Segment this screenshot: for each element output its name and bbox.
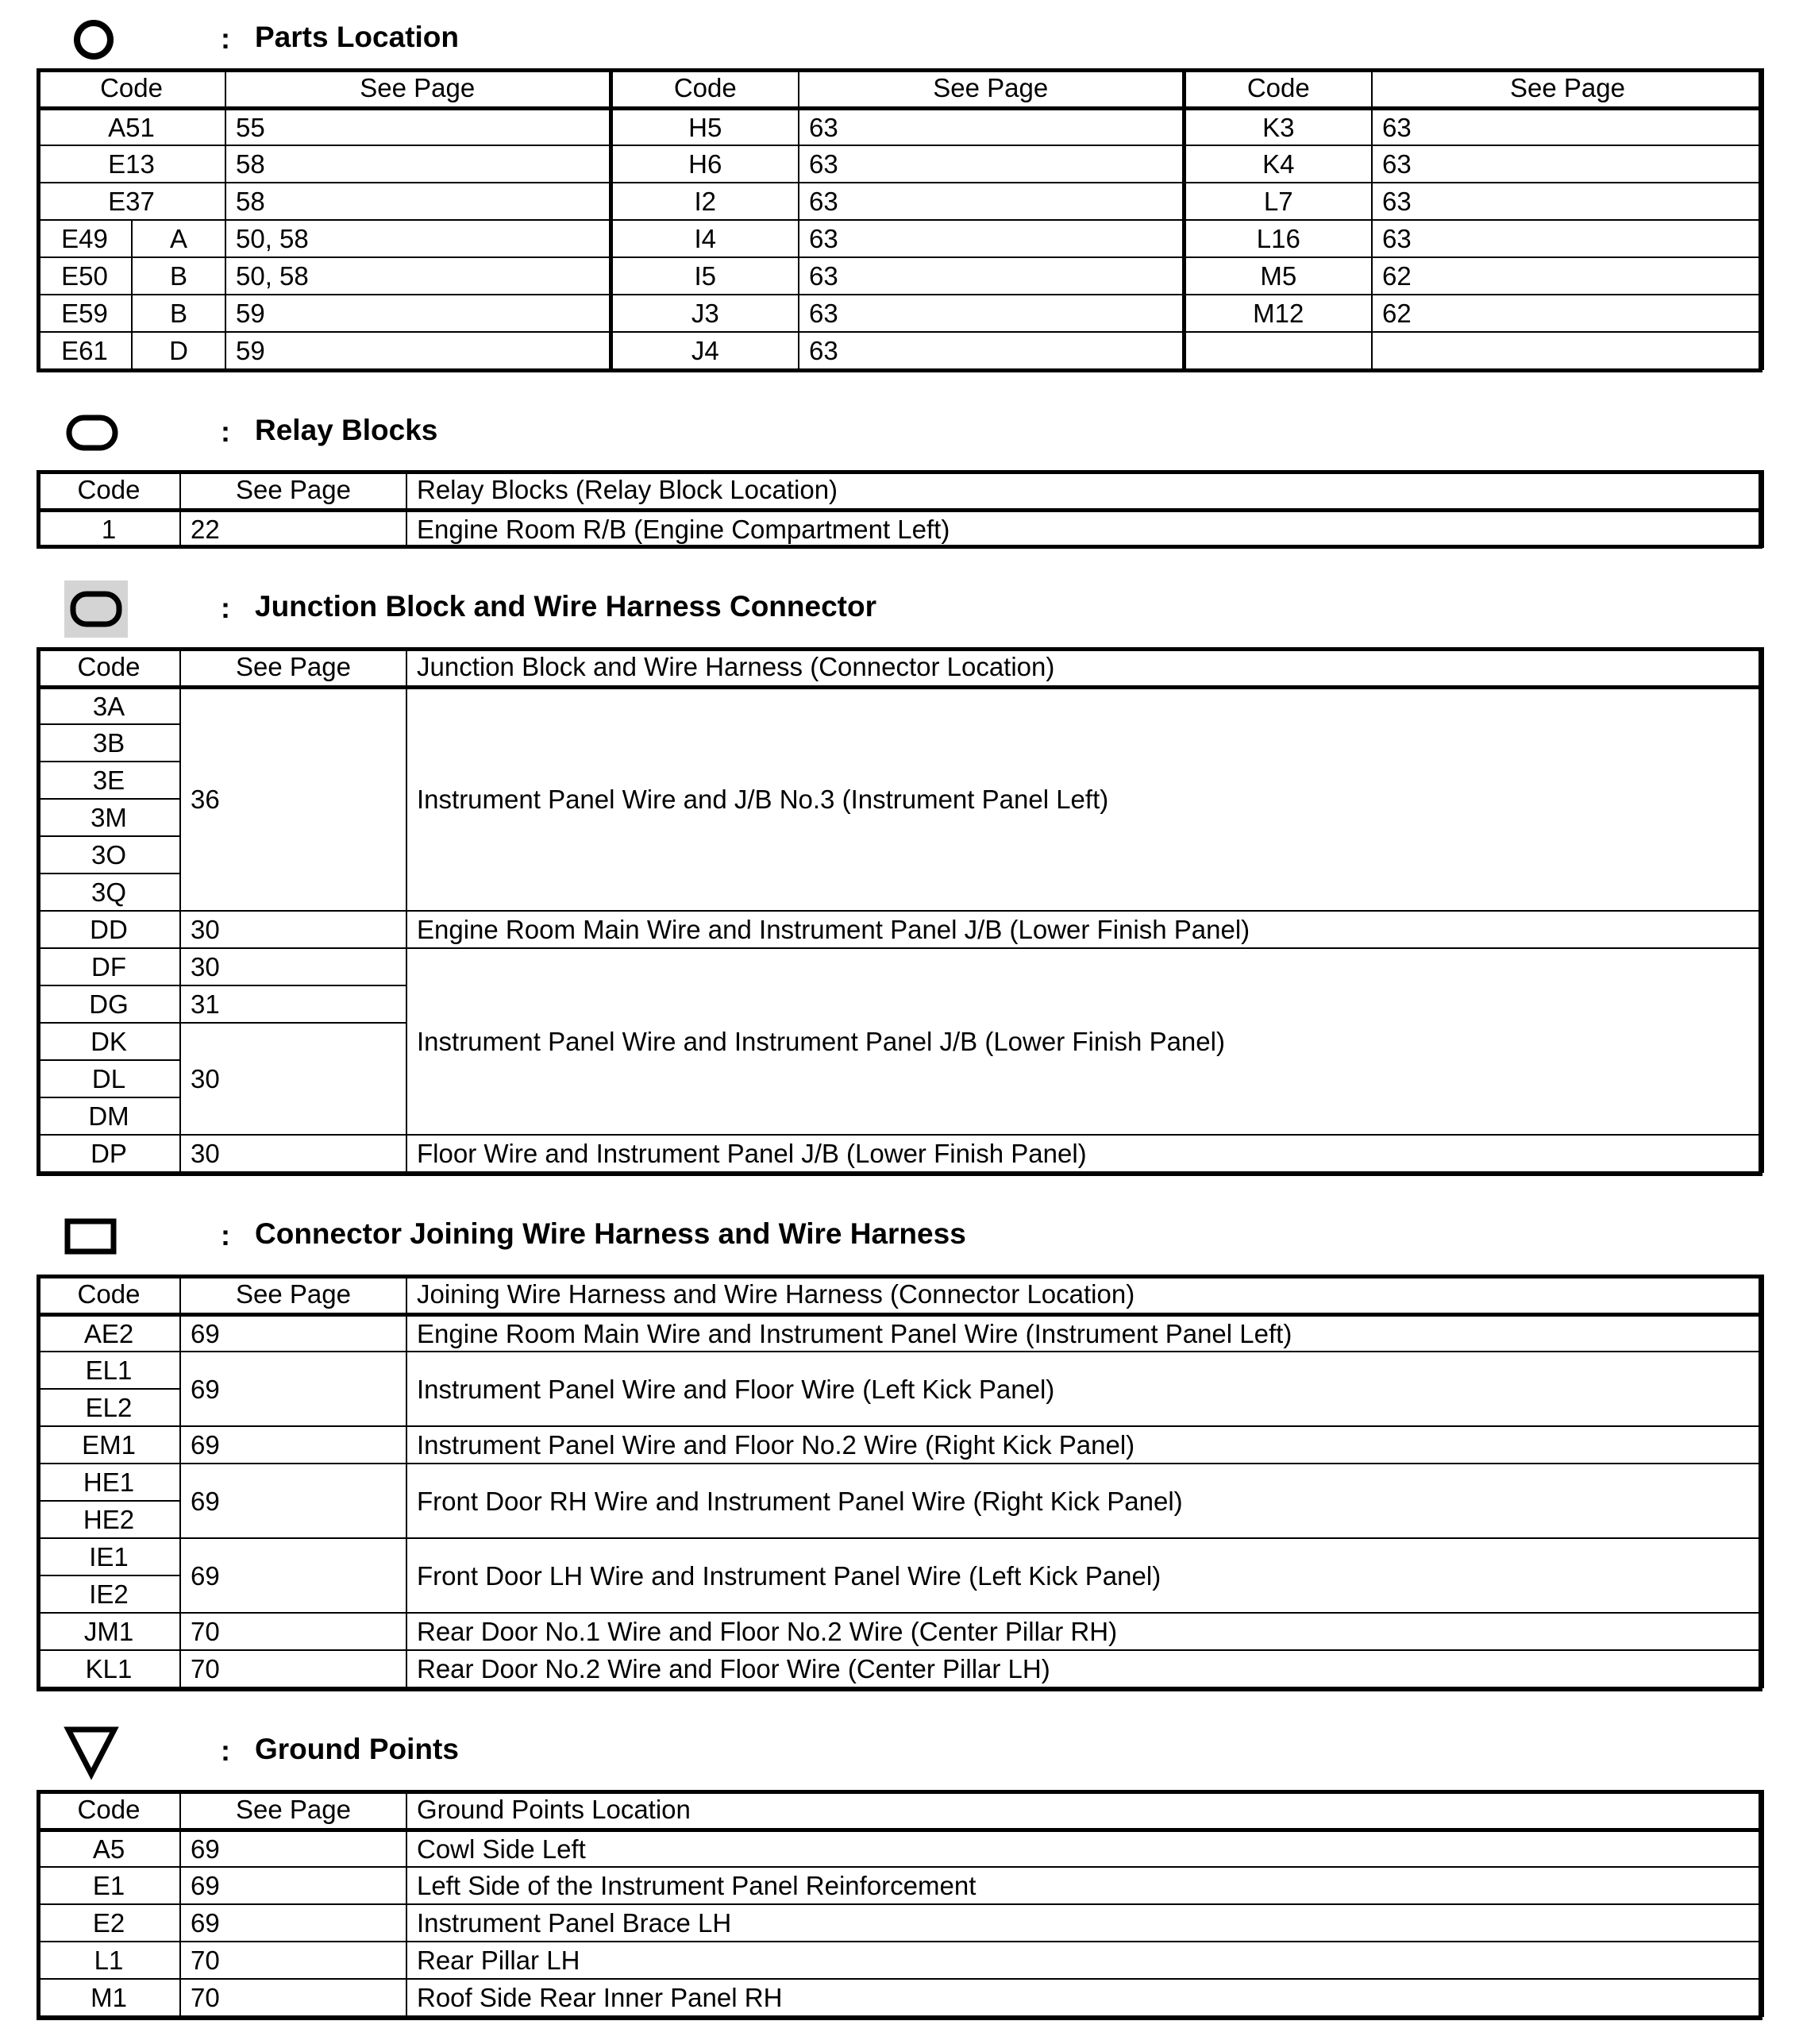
- page-cell: 58: [225, 183, 611, 220]
- page-cell: 70: [180, 1942, 406, 1979]
- description-cell: Instrument Panel Wire and Instrument Panel J/B (Lower Finish Panel): [406, 948, 1763, 1135]
- page-cell: 70: [180, 1613, 406, 1650]
- description-cell: Instrument Panel Wire and Floor No.2 Wire (Right Kick Panel): [406, 1426, 1763, 1464]
- description-cell: Engine Room Main Wire and Instrument Panel Wire (Instrument Panel Left): [406, 1314, 1763, 1352]
- table-row: [37, 948, 1763, 985]
- page-cell: 69: [180, 1904, 406, 1942]
- page-cell: 30: [180, 1023, 406, 1135]
- code-cell: 3M: [37, 799, 180, 836]
- page-cell: 58: [225, 145, 611, 183]
- table-row: [37, 332, 1763, 369]
- section-title: Ground Points: [255, 1733, 459, 1765]
- table-row: [37, 295, 1763, 332]
- description-cell: Instrument Panel Wire and Floor Wire (Left Kick Panel): [406, 1352, 1763, 1426]
- code-cell: E59: [37, 295, 132, 332]
- code-cell: JM1: [37, 1613, 180, 1650]
- table-header-row: [37, 471, 1763, 510]
- junction-block-table: [37, 647, 1764, 1173]
- code-cell: E2: [37, 1904, 180, 1942]
- circle-icon: [62, 11, 130, 68]
- page-cell: 70: [180, 1650, 406, 1687]
- description-cell: Instrument Panel Wire and J/B No.3 (Instrument Panel Left): [406, 687, 1763, 911]
- junction-block-heading: [62, 580, 1761, 638]
- sub-code-cell: D: [132, 332, 225, 369]
- code-cell: E49: [37, 220, 132, 257]
- code-cell: 3O: [37, 836, 180, 874]
- code-cell: 3Q: [37, 874, 180, 911]
- description-cell: Rear Pillar LH: [406, 1942, 1763, 1979]
- page-cell: 62: [1372, 257, 1763, 295]
- page-cell: 30: [180, 911, 406, 948]
- page-cell: [1372, 332, 1763, 369]
- table-row: [37, 510, 1763, 547]
- code-cell: EM1: [37, 1426, 180, 1464]
- code-cell: E61: [37, 332, 132, 369]
- code-cell: EL1: [37, 1352, 180, 1389]
- table-row: [37, 1979, 1763, 2016]
- page-cell: 69: [180, 1352, 406, 1426]
- code-cell: E50: [37, 257, 132, 295]
- header-see-page: See Page: [1372, 69, 1763, 108]
- page-cell: 69: [180, 1830, 406, 1867]
- code-cell: H5: [611, 108, 799, 145]
- table-row: [37, 1538, 1763, 1575]
- page-cell: 63: [1372, 108, 1763, 145]
- section-title: Relay Blocks: [255, 414, 438, 446]
- code-cell: 1: [37, 510, 180, 547]
- header-code: Code: [37, 1275, 180, 1314]
- table-row: [37, 1650, 1763, 1687]
- description-cell: Rear Door No.2 Wire and Floor Wire (Center Pillar LH): [406, 1650, 1763, 1687]
- header-code: Code: [1184, 69, 1372, 108]
- code-cell: A51: [37, 108, 225, 145]
- connector-joining-heading: [62, 1208, 1761, 1265]
- code-cell: 3A: [37, 687, 180, 724]
- table-row: [37, 108, 1763, 145]
- relay-blocks-table: [37, 470, 1764, 548]
- page-cell: 62: [1372, 295, 1763, 332]
- code-cell: HE1: [37, 1464, 180, 1501]
- table-row: [37, 257, 1763, 295]
- code-cell: DD: [37, 911, 180, 948]
- code-cell: EL2: [37, 1389, 180, 1426]
- header-see-page: See Page: [180, 1791, 406, 1830]
- header-description: Joining Wire Harness and Wire Harness (Connector Location): [406, 1275, 1763, 1314]
- page-cell: 50, 58: [225, 220, 611, 257]
- ground-points-table: [37, 1790, 1764, 2017]
- header-description: Relay Blocks (Relay Block Location): [406, 471, 1763, 510]
- rectangle-icon: [62, 1208, 130, 1265]
- table-row: [37, 1904, 1763, 1942]
- description-cell: Cowl Side Left: [406, 1830, 1763, 1867]
- header-code: Code: [37, 648, 180, 687]
- code-cell: I4: [611, 220, 799, 257]
- page-cell: 36: [180, 687, 406, 911]
- page-cell: 69: [180, 1867, 406, 1904]
- header-see-page: See Page: [225, 69, 611, 108]
- table-row: [37, 1942, 1763, 1979]
- section-title: Parts Location: [255, 21, 459, 53]
- page-cell: 63: [1372, 220, 1763, 257]
- page-cell: 63: [799, 220, 1184, 257]
- page-cell: 63: [799, 332, 1184, 369]
- page-cell: 63: [1372, 145, 1763, 183]
- code-cell: A5: [37, 1830, 180, 1867]
- page-cell: 59: [225, 332, 611, 369]
- triangle-icon: [62, 1723, 130, 1780]
- code-cell: AE2: [37, 1314, 180, 1352]
- code-cell: M12: [1184, 295, 1372, 332]
- code-cell: DK: [37, 1023, 180, 1060]
- code-cell: DF: [37, 948, 180, 985]
- code-cell: DG: [37, 985, 180, 1023]
- parts-location-table: [37, 68, 1764, 370]
- page-cell: 63: [799, 295, 1184, 332]
- code-cell: DL: [37, 1060, 180, 1097]
- code-cell: DM: [37, 1097, 180, 1135]
- description-cell: Floor Wire and Instrument Panel J/B (Lower Finish Panel): [406, 1135, 1763, 1172]
- header-description: Junction Block and Wire Harness (Connector Location): [406, 648, 1763, 687]
- header-description: Ground Points Location: [406, 1791, 1763, 1830]
- section-title: Junction Block and Wire Harness Connector: [255, 590, 876, 623]
- description-cell: Instrument Panel Brace LH: [406, 1904, 1763, 1942]
- description-cell: Roof Side Rear Inner Panel RH: [406, 1979, 1763, 2016]
- table-row: [37, 1314, 1763, 1352]
- description-cell: Front Door RH Wire and Instrument Panel Wire (Right Kick Panel): [406, 1464, 1763, 1538]
- page-cell: 22: [180, 510, 406, 547]
- page-cell: 69: [180, 1464, 406, 1538]
- header-code: Code: [611, 69, 799, 108]
- table-row: [37, 1464, 1763, 1501]
- table-row: [37, 1352, 1763, 1389]
- table-header-row: [37, 69, 1763, 108]
- code-cell: DP: [37, 1135, 180, 1172]
- page-cell: 63: [799, 145, 1184, 183]
- table-row: [37, 145, 1763, 183]
- table-row: [37, 1613, 1763, 1650]
- code-cell: KL1: [37, 1650, 180, 1687]
- code-cell: K3: [1184, 108, 1372, 145]
- code-cell: I5: [611, 257, 799, 295]
- heading-colon: :: [221, 1219, 230, 1251]
- code-cell: [1184, 332, 1372, 369]
- page-cell: 63: [799, 108, 1184, 145]
- table-row: [37, 220, 1763, 257]
- parts-location-heading: [62, 11, 1761, 68]
- page-cell: 59: [225, 295, 611, 332]
- page-cell: 69: [180, 1314, 406, 1352]
- code-cell: M1: [37, 1979, 180, 2016]
- header-see-page: See Page: [180, 1275, 406, 1314]
- rounded-rectangle-icon: [62, 404, 130, 461]
- code-cell: 3B: [37, 724, 180, 762]
- table-row: [37, 1867, 1763, 1904]
- page-cell: 63: [799, 257, 1184, 295]
- table-row: [37, 1830, 1763, 1867]
- page-cell: 63: [1372, 183, 1763, 220]
- header-see-page: See Page: [180, 648, 406, 687]
- description-cell: Rear Door No.1 Wire and Floor No.2 Wire (Center Pillar RH): [406, 1613, 1763, 1650]
- heading-colon: :: [221, 1734, 230, 1767]
- table-header-row: [37, 1791, 1763, 1830]
- page-cell: 30: [180, 948, 406, 985]
- code-cell: I2: [611, 183, 799, 220]
- heading-colon: :: [221, 592, 230, 624]
- page-cell: 30: [180, 1135, 406, 1172]
- code-cell: 3E: [37, 762, 180, 799]
- header-code: Code: [37, 69, 225, 108]
- shaded-rounded-rectangle-icon: [62, 580, 130, 638]
- code-cell: IE2: [37, 1575, 180, 1613]
- code-cell: E13: [37, 145, 225, 183]
- heading-colon: :: [221, 22, 230, 55]
- page-cell: 69: [180, 1538, 406, 1613]
- code-cell: L7: [1184, 183, 1372, 220]
- page-cell: 55: [225, 108, 611, 145]
- code-cell: L16: [1184, 220, 1372, 257]
- relay-blocks-heading: [62, 404, 1761, 461]
- code-cell: HE2: [37, 1501, 180, 1538]
- sub-code-cell: B: [132, 295, 225, 332]
- heading-colon: :: [221, 415, 230, 448]
- header-see-page: See Page: [180, 471, 406, 510]
- table-header-row: [37, 1275, 1763, 1314]
- table-row: [37, 911, 1763, 948]
- page-cell: 31: [180, 985, 406, 1023]
- sub-code-cell: A: [132, 220, 225, 257]
- ground-points-heading: [62, 1723, 1761, 1780]
- code-cell: J3: [611, 295, 799, 332]
- code-cell: M5: [1184, 257, 1372, 295]
- code-cell: IE1: [37, 1538, 180, 1575]
- description-cell: Engine Room Main Wire and Instrument Panel J/B (Lower Finish Panel): [406, 911, 1763, 948]
- description-cell: Left Side of the Instrument Panel Reinforcement: [406, 1867, 1763, 1904]
- header-code: Code: [37, 471, 180, 510]
- page-cell: 70: [180, 1979, 406, 2016]
- table-row: [37, 1426, 1763, 1464]
- code-cell: L1: [37, 1942, 180, 1979]
- table-row: [37, 687, 1763, 724]
- page-cell: 63: [799, 183, 1184, 220]
- code-cell: E37: [37, 183, 225, 220]
- table-row: [37, 1135, 1763, 1172]
- header-code: Code: [37, 1791, 180, 1830]
- code-cell: J4: [611, 332, 799, 369]
- page-cell: 69: [180, 1426, 406, 1464]
- table-header-row: [37, 648, 1763, 687]
- table-row: [37, 183, 1763, 220]
- description-cell: Front Door LH Wire and Instrument Panel Wire (Left Kick Panel): [406, 1538, 1763, 1613]
- code-cell: K4: [1184, 145, 1372, 183]
- page-cell: 50, 58: [225, 257, 611, 295]
- code-cell: E1: [37, 1867, 180, 1904]
- code-cell: H6: [611, 145, 799, 183]
- header-see-page: See Page: [799, 69, 1184, 108]
- description-cell: Engine Room R/B (Engine Compartment Left): [406, 510, 1763, 547]
- connector-joining-table: [37, 1275, 1764, 1688]
- section-title: Connector Joining Wire Harness and Wire Harness: [255, 1217, 966, 1250]
- sub-code-cell: B: [132, 257, 225, 295]
